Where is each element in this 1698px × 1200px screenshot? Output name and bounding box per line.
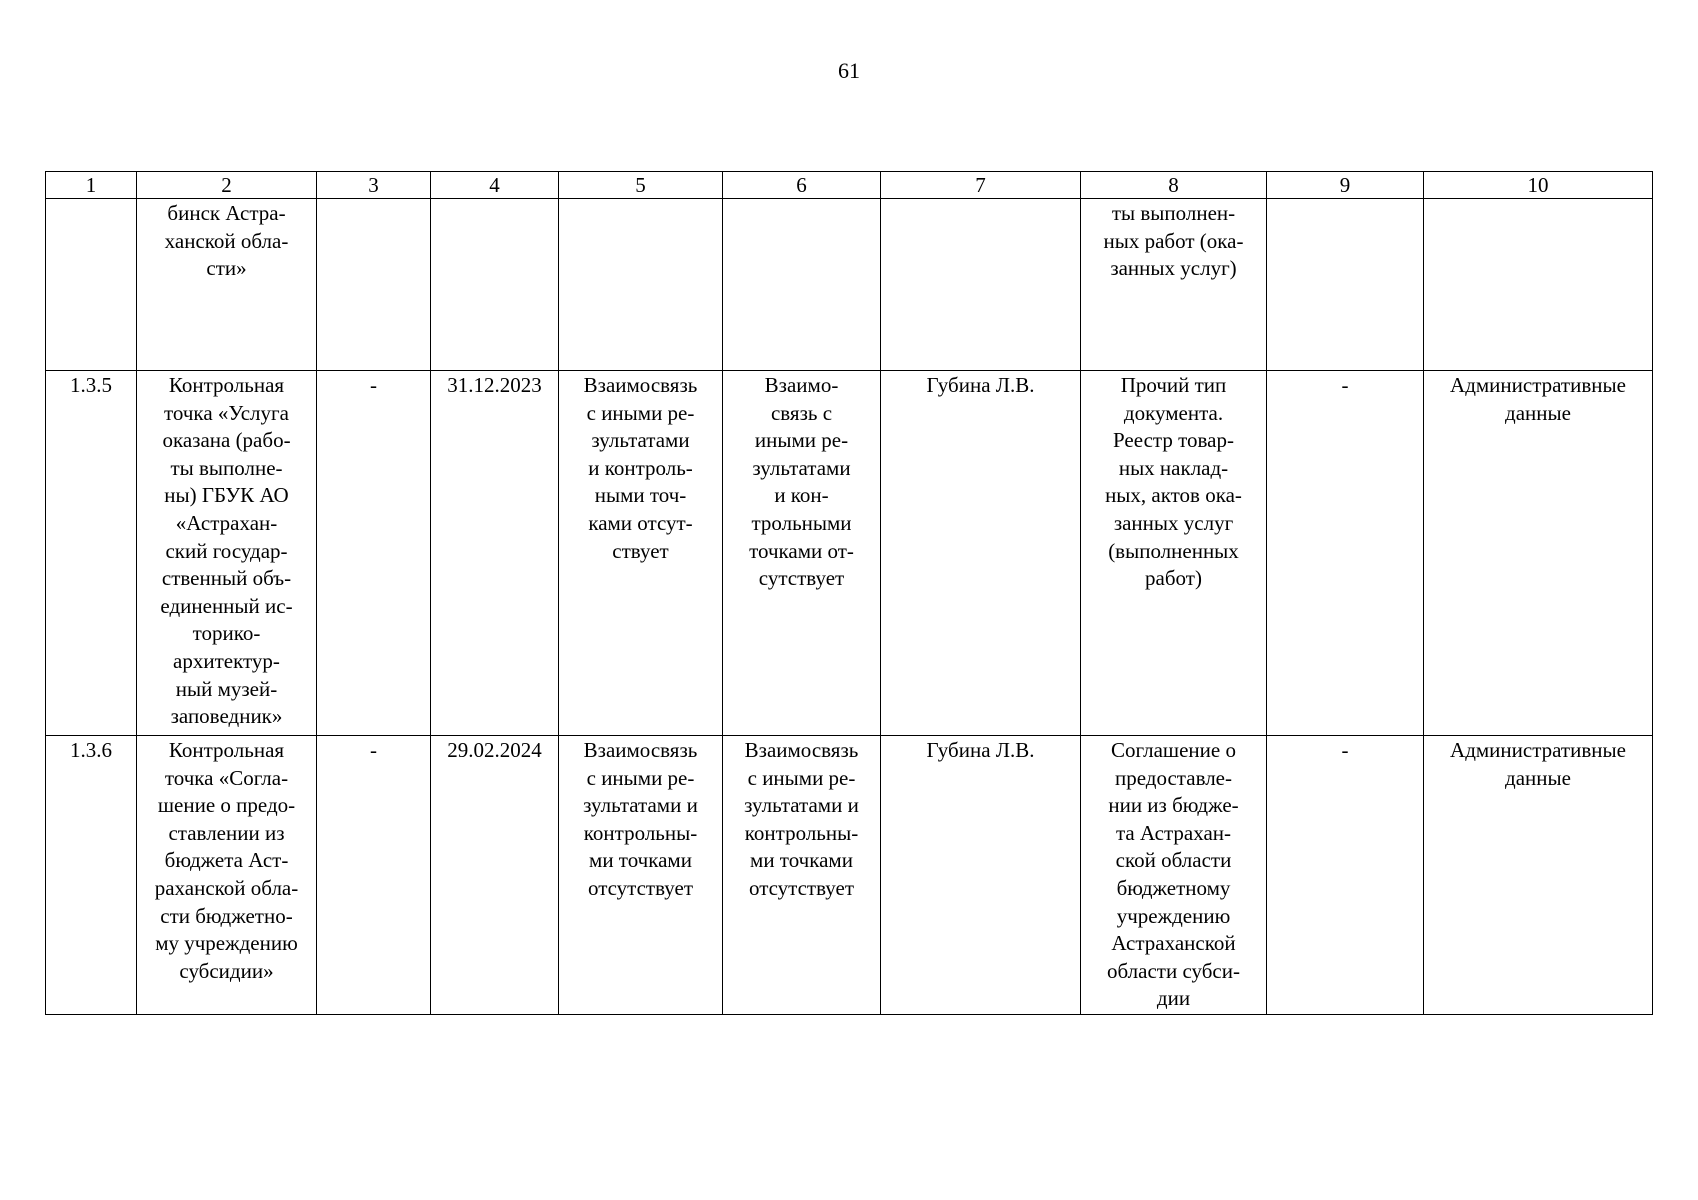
table-cell — [46, 199, 137, 371]
cell-responsible: Губина Л.В. — [926, 373, 1035, 397]
row-number: 1.3.5 — [70, 373, 112, 397]
table-cell — [1267, 371, 1424, 736]
table-cell — [1081, 736, 1267, 1015]
table-cell — [1267, 199, 1424, 371]
cell-text: Взаимосвязь с иными ре- зультатами и контроль- ными точ- ками отсут- ствует — [583, 373, 698, 563]
control-points-table — [45, 171, 1653, 1015]
table-cell — [723, 199, 881, 371]
cell-responsible: Губина Л.В. — [926, 738, 1035, 762]
table-cell — [137, 371, 317, 736]
column-header: 5 — [559, 172, 723, 199]
cell-text: Административные данные — [1450, 373, 1626, 425]
page-number: 61 — [838, 58, 860, 83]
cell-text: Контрольная точка «Услуга оказана (рабо- ты выполне- ны) ГБУК АО «Астрахан- ский государ- ственный объ- единенный ис- торико- архитектур- ный музей- заповедник» — [160, 373, 293, 729]
table-cell — [1081, 371, 1267, 736]
table-row — [46, 371, 1653, 736]
column-header: 6 — [723, 172, 881, 199]
cell-text: Соглашение о предоставле- нии из бюдже- та Астрахан- ской области бюджетному учреждению Астраханской области субси- дии — [1107, 738, 1240, 1011]
table-header-row — [46, 172, 1653, 199]
table-cell — [431, 371, 559, 736]
column-header: 9 — [1267, 172, 1424, 199]
column-header: 4 — [431, 172, 559, 199]
table-cell — [317, 371, 431, 736]
table-cell — [137, 736, 317, 1015]
table-row — [46, 736, 1653, 1015]
column-header: 1 — [46, 172, 137, 199]
table-cell — [1424, 199, 1653, 371]
cell-text: - — [1341, 738, 1349, 762]
cell-text: - — [1341, 373, 1349, 397]
cell-date: 31.12.2023 — [447, 373, 542, 397]
table-cell — [1267, 736, 1424, 1015]
table-cell — [881, 736, 1081, 1015]
column-header: 8 — [1081, 172, 1267, 199]
table-cell — [723, 371, 881, 736]
table-cell — [46, 736, 137, 1015]
table-cell — [137, 199, 317, 371]
table-cell — [559, 736, 723, 1015]
cell-text: Взаимо- связь с иными ре- зультатами и кон- трольными точками от- сутствует — [749, 373, 854, 591]
table-cell — [881, 371, 1081, 736]
table-cell — [559, 199, 723, 371]
table-cell — [431, 736, 559, 1015]
column-header: 3 — [317, 172, 431, 199]
cell-text: - — [370, 738, 377, 762]
table-cell — [317, 736, 431, 1015]
table-cell — [559, 371, 723, 736]
row-number: 1.3.6 — [70, 738, 112, 762]
table-cell — [881, 199, 1081, 371]
cell-text: ты выполнен- ных работ (ока- занных услуг) — [1103, 201, 1244, 281]
cell-text: Административные данные — [1450, 738, 1626, 790]
column-header: 7 — [881, 172, 1081, 199]
cell-date: 29.02.2024 — [447, 738, 542, 762]
cell-text: - — [370, 373, 377, 397]
table-cell — [317, 199, 431, 371]
column-header: 10 — [1424, 172, 1653, 199]
table-cell — [1424, 371, 1653, 736]
cell-text: Взаимосвязь с иными ре- зультатами и контрольны- ми точками отсутствует — [744, 738, 859, 900]
table-cell — [431, 199, 559, 371]
cell-text: бинск Астра- ханской обла- сти» — [164, 201, 289, 281]
column-header: 2 — [137, 172, 317, 199]
cell-text: Взаимосвязь с иными ре- зультатами и контрольны- ми точками отсутствует — [583, 738, 698, 900]
table-cell — [46, 371, 137, 736]
table-row — [46, 199, 1653, 371]
table-cell — [723, 736, 881, 1015]
table-cell — [1081, 199, 1267, 371]
table-cell — [1424, 736, 1653, 1015]
cell-text: Контрольная точка «Согла- шение о предо- ставлении из бюджета Аст- раханской обла- сти бюджетно- му учреждению субсидии» — [154, 738, 299, 983]
cell-text: Прочий тип документа. Реестр товар- ных наклад- ных, актов ока- занных услуг (выполненных работ) — [1105, 373, 1242, 591]
